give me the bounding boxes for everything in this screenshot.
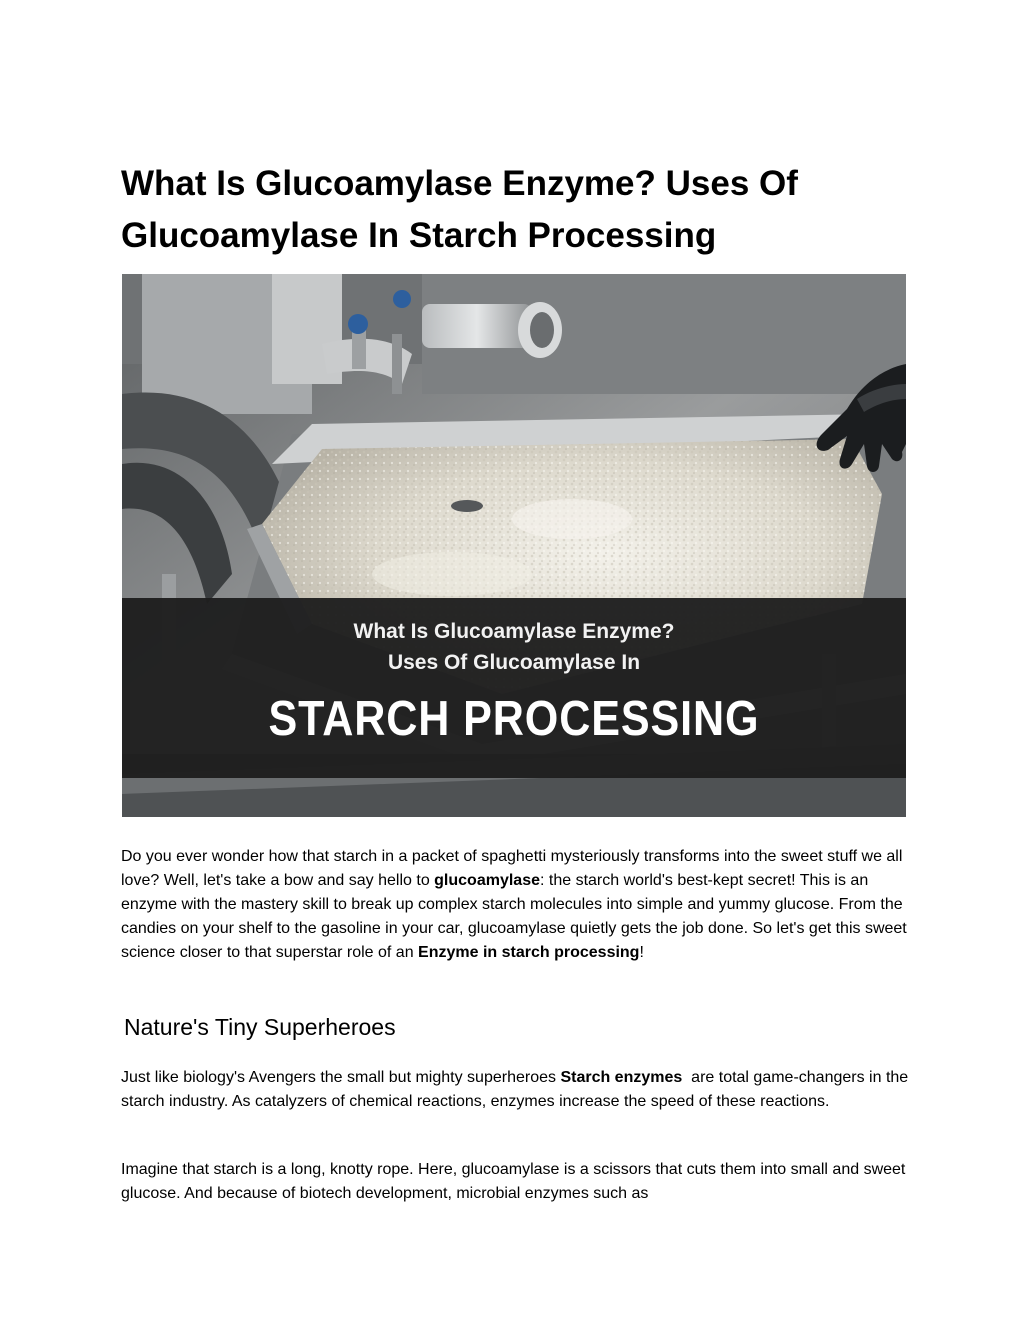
section-heading: Nature's Tiny Superheroes: [124, 1014, 396, 1040]
intro-text-1: Do you ever wonder how that starch in a packet of spaghetti mysteriously transforms into the sweet stuff we all love? Well, let's take a bow and say hello to: [121, 848, 903, 889]
section-paragraph-1: [121, 1066, 911, 1114]
intro-text-2: : the starch world's best-kept secret! This is an enzyme with the mastery skill to break up complex starch molecules into simple and yummy glucose. From the candies on your shelf to the gasoline in your car, glucoamylase quietly gets the job done. So let's get this sweet science closer to that superstar role of an: [121, 872, 907, 961]
hero-title-line-2: Uses Of Glucoamylase In: [387, 651, 641, 674]
section-paragraph-2: Imagine that starch is a long, knotty rope. Here, glucoamylase is a scissors that cuts them into small and sweet glucose. And because of biotech development, microbial enzymes such as: [121, 1161, 906, 1202]
section-p1-text-1: Just like biology's Avengers the small but mighty superheroes: [121, 1069, 561, 1086]
section-p1-text-2: are total game-changers in the starch industry. As catalyzers of chemical reactions, enzymes increase the speed of these reactions.: [121, 1069, 913, 1110]
intro-bold-enzyme: Enzyme in starch processing: [418, 944, 640, 961]
intro-paragraph: [121, 845, 911, 965]
intro-text-3: !: [639, 944, 644, 961]
hero-title-line-3: STARCH PROCESSING: [268, 692, 760, 746]
hero-title-line-1: What Is Glucoamylase Enzyme?: [353, 620, 675, 643]
article-title: What Is Glucoamylase Enzyme? Uses Of Glucoamylase In Starch Processing: [121, 164, 798, 255]
section-p1-bold: Starch enzymes: [560, 1069, 683, 1086]
hero-image: [122, 274, 906, 817]
intro-bold-glucoamylase: glucoamylase: [434, 872, 540, 889]
